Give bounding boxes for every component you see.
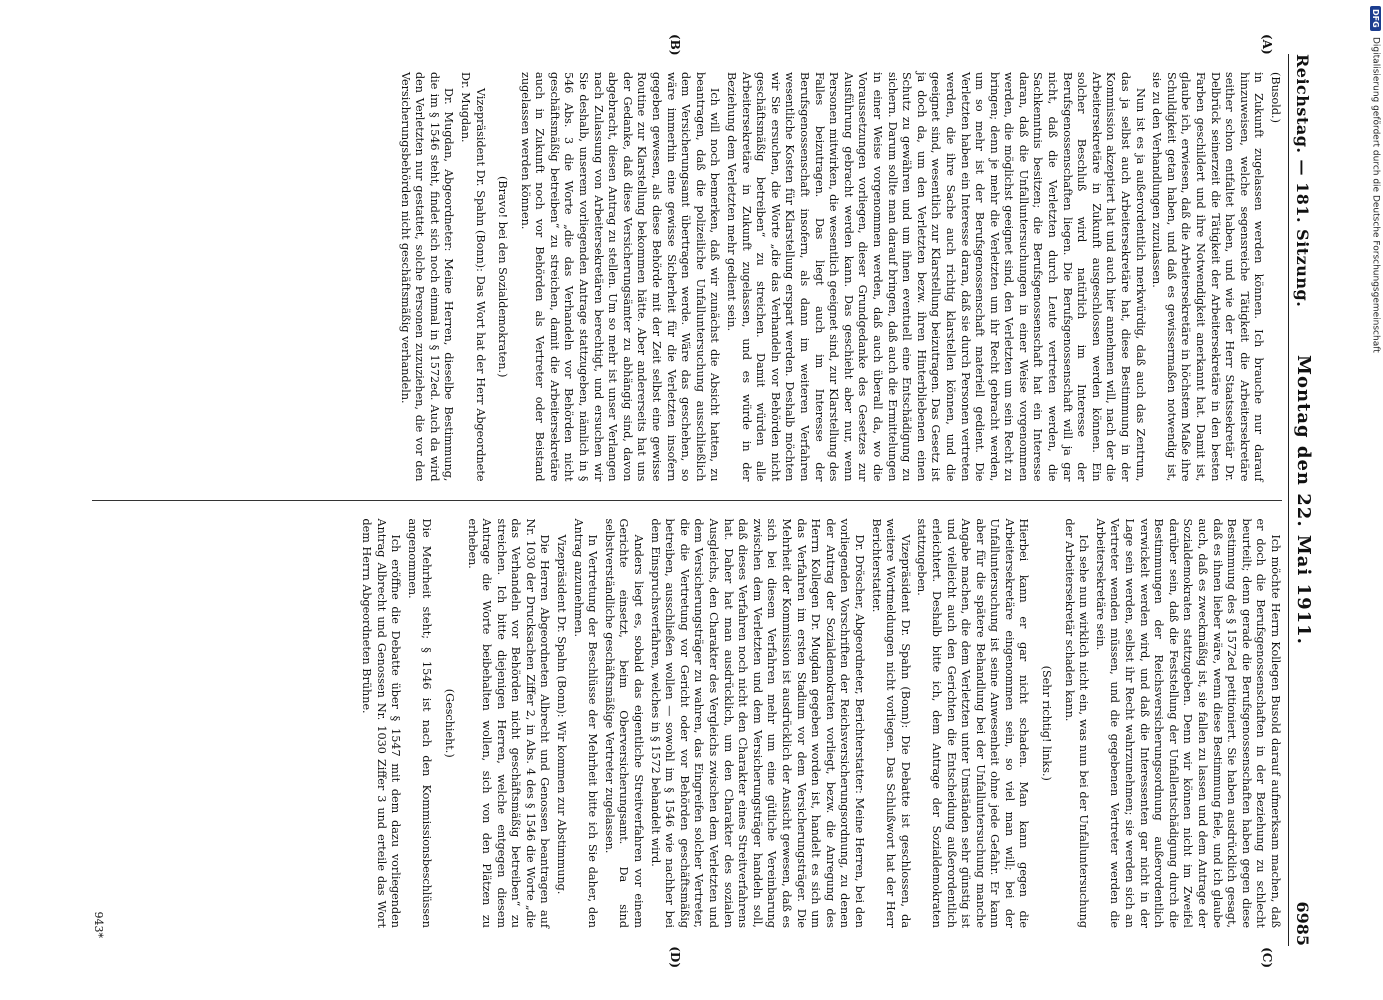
text-columns bbox=[91, 34, 1282, 968]
right-column bbox=[92, 501, 1282, 947]
margin-marker-d: (D) bbox=[667, 946, 682, 968]
paragraph: in Zukunft zugelassen werden können. Ich brauche nur darauf hinzuweisen, welche segensreiche Tätigkeit die Arbeitersekretäre seither schon entfaltet haben, und wie der Herr Staatssekretär Dr. Delbrück seinerzeit die Tätigkeit der Arbeitersekretäre in den besten Farben geschildert und ihre Notwendigkeit anerkannt hat. Damit ist, glaube ich, erwiesen, daß die Arbeitersekretäre in höchstem Maße ihre Schuldigkeit getan haben, und daß es gewissermaßen notwendig ist, sie zu den Verhandlungen zuzulassen. bbox=[1149, 72, 1265, 482]
margin-marker-b: (B) bbox=[667, 34, 682, 56]
margin-marker-a: (A) bbox=[1259, 34, 1274, 55]
paragraph: Hierbei kann er gar nicht schaden. Man kann gegen die Arbeitersekretäre eingenommen sein, so viel man will; bei der Unfalluntersuchung ist seine Anwesenheit ohne jede Gefahr. Er kann aber für die spätere Behandlung bei der Unfalluntersuchung manche Angabe machen, die dem Verletzten unter Umständen sehr günstig ist und vielleicht auch den Gerichten die Entscheidung außerordentlich erleichtert. Deshalb bitte ich, dem Antrage der Sozialdemokraten stattzugeben. bbox=[914, 518, 1030, 928]
dfg-logo: DFG bbox=[1370, 6, 1381, 31]
sheet-signature: 943* bbox=[91, 911, 105, 938]
digitization-note bbox=[1370, 6, 1381, 352]
paragraph: Dr. Dröscher, Abgeordneter, Berichterstatter: Meine Herren, bei den vorliegenden Vorschriften der Reichsversicherungsordnung, zu denen der Antrag der Sozialdemokraten vorliegt, bezw. die Anregung des Herrn Kollegen Dr. Mugdan gegeben worden ist, handelt es sich um das Verfahren im ersten Stadium vor dem Versicherungsträger. Die Mehrheit der Kommission ist ausdrücklich der Ansicht gewesen, daß es sich bei diesem Verfahren mehr um eine gütliche Vereinbarung zwischen dem Verletzten und dem Versicherungsträger handeln soll, daß dieses Verfahren noch nicht den Charakter eines Streitverfahrens hat. Daher hat man ausdrücklich, um den Charakter des sozialen Ausgleichs, den Charakter des Vergleichs zwischen dem Verletzten und dem Versicherungsträger zu wahren, das Eingreifen solcher Vertreter, die die Vertretung vor Gericht oder vor Behörden geschäftsmäßig betreiben, ausschließen wollen — sowohl im § 1546 wie nachher bei dem Einspruchsverfahren, welches in § 1572 behandelt wird. bbox=[648, 518, 866, 928]
header-date: Montag den 22. Mai 1911. bbox=[1292, 355, 1314, 645]
margin-marker-c: (C) bbox=[1259, 947, 1274, 968]
paragraph: Ich eröffne die Debatte über § 1547 mit dem dazu vorliegenden Antrag Albrecht und Genossen Nr. 1030 Ziffer 3 und erteile das Wort dem Herrn Abgeordneten Brühne. bbox=[359, 518, 402, 928]
paragraph: Die Herren Abgeordneten Albrecht und Genossen beantragen auf Nr. 1030 der Drucksachen Ziffer 2, in Abs. 4 des § 1546 die Worte „die das Verhandeln vor Behörden nicht geschäftsmäßig betreiben“ zu streichen. Ich bitte diejenigen Herren, welche entgegen diesem Antrage die Worte beibehalten wollen, sich von den Plätzen zu erheben. bbox=[465, 518, 551, 928]
paragraph: (Busold.) bbox=[1268, 72, 1282, 123]
paragraph: Nun ist es ja außerordentlich merkwürdig, daß auch das Zentrum, das ja selbst auch Arbeitersekretäre hat, diese Bestimmung in der Kommission akzeptiert hat und auch hier annehmen will, nach der die Arbeitersekretäre in Zukunft ausgeschlossen werden können. Ein solcher Beschluß wird natürlich im Interesse der Berufsgenossenschaften liegen. Die Berufsgenossenschaft will ja gar nicht, daß die Verletzten durch Leute vertreten werden, die Sachkenntnis besitzen; die Berufsgenossenschaft hat ein Interesse daran, daß die Unfalluntersuchungen in einer Weise vorgenommen werden, die möglichst geeignet sind, den Verletzten um sein Recht zu bringen; denn je mehr die Verletzten um ihr Recht gebracht werden, um so mehr ist der Berufsgenossenschaft materiell gedient. Die Verletzten haben ein Interesse daran, daß sie durch Personen vertreten werden, die ihre Sache auch richtig klarstellen können, und die geeignet sind, wesentlich zur Klarstellung beizutragen. Das Gesetz ist ja doch da, um den Verletzten bezw. ihren Hinterbliebenen einen Schutz zu gewähren und um ihnen eventuell eine Entschädigung zu sichern. Darum sollte man darauf bringen, daß auch die Ermittelungen in einer Weise vorgenommen werden, daß auch überall da, wo die Voraussetzungen vorliegen, dieser Grundgedanke des Gesetzes zur Ausführung gebracht werden kann. Das geschieht aber nur, wenn Personen mitwirken, die wesentlich geeignet sind, zur Klarstellung des Falles beizutragen. Das liegt auch im Interesse der Berufsgenossenschaft insofern, als dann im weiteren Verfahren wesentliche Kosten für Klarstellung erspart werden. Deshalb möchten wir Sie ersuchen, die Worte „die das Verhandeln vor Behörden nicht geschäftsmäßig betreiben“ zu streichen. Damit würden alle Arbeitersekretäre in Zukunft zugelassen, und es würde in der Beziehung dem Verletzten mehr gedient sein. bbox=[724, 72, 1147, 482]
paragraph: (Geschieht.) bbox=[442, 688, 456, 758]
paragraph: (Bravo! bei den Sozialdemokraten.) bbox=[495, 176, 509, 378]
paragraph: Ich möchte Herrn Kollegen Busold darauf aufmerksam machen, daß er doch die Berufsgenossenschaften in der Beziehung zu schlecht beurteilt; denn gerade die Berufsgenossenschaften haben gegen diese Bestimmung des § 1572ed petitioniert. Sie haben ausdrücklich gesagt, daß es ihnen lieber wäre, wenn diese Bestimmung fiele, und ich glaube auch, daß es zweckmäßig ist, sie fallen zu lassen und dem Antrage der Sozialdemokraten stattzugeben. Denn wir können nicht im Zweifel darüber sein, daß die Feststellung der Unfallentschädigung durch die Bestimmungen der Reichsversicherungsordnung außerordentlich verwickelt werden wird, und daß die Interessenten gar nicht in der Lage sein werden, selbst ihr Recht wahrzunehmen; sie werden sich an Vertreter wenden müssen, und die gegebenen Vertreter werden die Arbeitersekretäre sein. bbox=[1093, 518, 1282, 928]
paragraph: Vizepräsident Dr. Spahn (Bonn): Die Debatte ist geschlossen, da weitere Wortmeldungen nicht vorliegen. Das Schlußwort hat der Herr Berichterstatter. bbox=[869, 518, 912, 928]
paragraph: Anders liegt es, sobald das eigentliche Streitverfahren vor einem Gerichte einsetzt, beim Oberversicherungsamt. Da sind selbstverständliche geschäftsmäßige Vertreter zugelassen. bbox=[602, 518, 645, 928]
paragraph: Die Mehrheit steht; § 1546 ist nach den Kommissionsbeschlüssen angenommen. bbox=[405, 518, 433, 928]
rotated-page bbox=[47, 30, 1337, 970]
page-number: 6985 bbox=[1292, 901, 1312, 946]
left-column bbox=[92, 54, 1282, 500]
paragraph: Dr. Mugdan, Abgeordneter: Meine Herren, dieselbe Bestimmung, die im § 1546 steht, findet sich noch einmal in § 1572ed. Auch da wird den Verletzten nur gestattet, solche Personen zuzuziehen, die vor den Versicherungsbehörden nicht geschäftsmäßig verhandeln. bbox=[398, 72, 455, 482]
page-header bbox=[1288, 54, 1319, 946]
header-session: Reichstag. — 181. Sitzung. bbox=[1292, 54, 1312, 308]
paragraph: Ich will noch bemerken, daß wir zunächst die Absicht hatten, zu beantragen, daß die polizeiliche Unfalluntersuchung ausschließlich dem Versicherungsamt übertragen werde. Wäre das geschehen, so wäre immerhin eine gewisse Sicherheit für die Verletzten insofern gegeben gewesen, als diese Behörde mit der Zeit selbst eine gewisse Routine zur Klarstellung bekommen hätte. Aber andererseits hat uns der Gedanke, daß diese Versicherungsämter zu abhängig sind, davon abgebracht, diesen Antrag zu stellen. Um so mehr ist unser Verlangen nach Zulassung von Arbeitersekretären berechtigt, und ersuchen wir Sie deshalb, unserem vorliegenden Antrage stattzugeben, nämlich in § 546 Abs. 3 die Worte „die das Verhandeln vor Behörden nicht geschäftsmäßig betreiben“ zu streichen, damit die Arbeitersekretäre auch in Zukunft noch vor Behörden als Vertreter oder Beistand zugelassen werden können. bbox=[518, 72, 721, 482]
paragraph: Ich sehe nun wirklich nicht ein, was nun bei der Unfalluntersuchung der Arbeitersekretär schaden kann. bbox=[1062, 518, 1090, 928]
paragraph: Vizepräsident Dr. Spahn (Bonn): Wir kommen zur Abstimmung. bbox=[554, 534, 568, 895]
paragraph: (Sehr richtig! links.) bbox=[1039, 665, 1053, 781]
digitization-text: Digitalisierung gefördert durch die Deutsche Forschungsgemeinschaft bbox=[1370, 36, 1381, 353]
paragraph: In Vertretung der Beschlüsse der Mehrheit bitte ich Sie daher, den Antrag anzunehmen. bbox=[571, 518, 599, 928]
paragraph: Vizepräsident Dr. Spahn (Bonn): Das Wort hat der Herr Abgeordnete Dr. Mugdan. bbox=[458, 72, 487, 482]
